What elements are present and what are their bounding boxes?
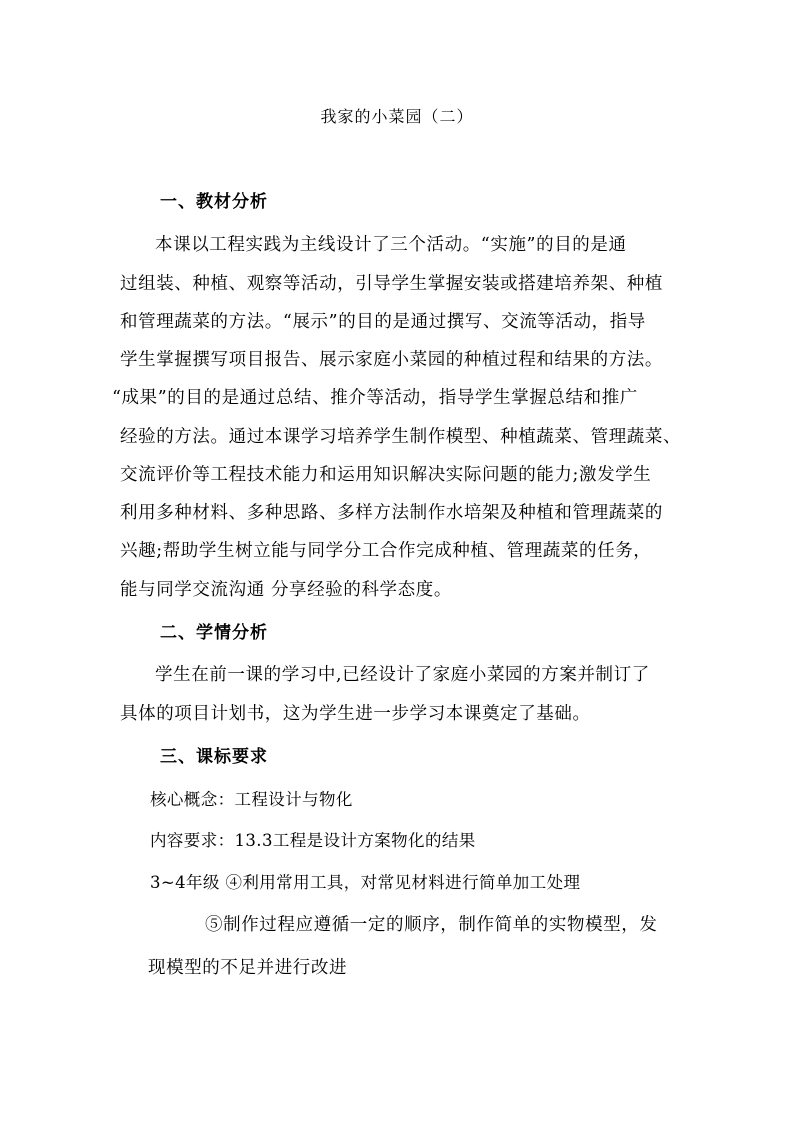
paragraph-line: “成果”的目的是通过总结、推介等活动，指导学生掌握总结和推广 — [112, 388, 638, 408]
paragraph-line: 学生掌握撰写项目报告、展示家庭小菜园的种植过程和结果的方法。 — [120, 350, 663, 370]
grade-requirement-line: ⑤制作过程应遵循一定的顺序，制作简单的实物模型，发 — [205, 915, 658, 935]
grade-requirement-line: 3~4年级 ④利用常用工具，对常见材料进行简单加工处理 — [150, 873, 581, 892]
paragraph-line: 和管理蔬菜的方法。“展示”的目的是通过撰写、交流等活动，指导 — [120, 312, 646, 332]
paragraph-line: 兴趣;帮助学生树立能与同学分工合作完成种植、管理蔬菜的任务， — [120, 541, 652, 561]
paragraph-line: 能与同学交流沟通 分享经验的科学态度。 — [120, 580, 452, 600]
paragraph-line: 过组装、种植、观察等活动，引导学生掌握安装或搭建培养架、种植 — [120, 274, 663, 294]
paragraph-line: 本课以工程实践为主线设计了三个活动。“实施”的目的是通 — [155, 235, 627, 255]
section-heading-student-analysis: 二、学情分析 — [160, 623, 268, 643]
grade-requirement-line: 现模型的不足并进行改进 — [148, 958, 348, 978]
section-heading-curriculum-requirements: 三、课标要求 — [160, 747, 268, 767]
paragraph-line: 经验的方法。通过本课学习培养学生制作模型、种植蔬菜、管理蔬菜、 — [120, 427, 682, 447]
paragraph-line: 学生在前一课的学习中,已经设计了家庭小菜园的方案并制订了 — [155, 665, 650, 685]
paragraph-line: 利用多种材料、多种思路、多样方法制作水培架及种植和管理蔬菜的 — [120, 503, 663, 523]
document-title: 我家的小菜园（二） — [320, 107, 474, 126]
core-concept-line: 核心概念：工程设计与物化 — [150, 790, 353, 809]
content-requirement-line: 内容要求：13.3工程是设计方案物化的结果 — [150, 831, 476, 850]
section-heading-textbook-analysis: 一、教材分析 — [160, 192, 268, 212]
paragraph-line: 交流评价等工程技术能力和运用知识解决实际问题的能力;激发学生 — [120, 465, 652, 485]
paragraph-line: 具体的项目计划书，这为学生进一步学习本课奠定了基础。 — [120, 704, 591, 724]
